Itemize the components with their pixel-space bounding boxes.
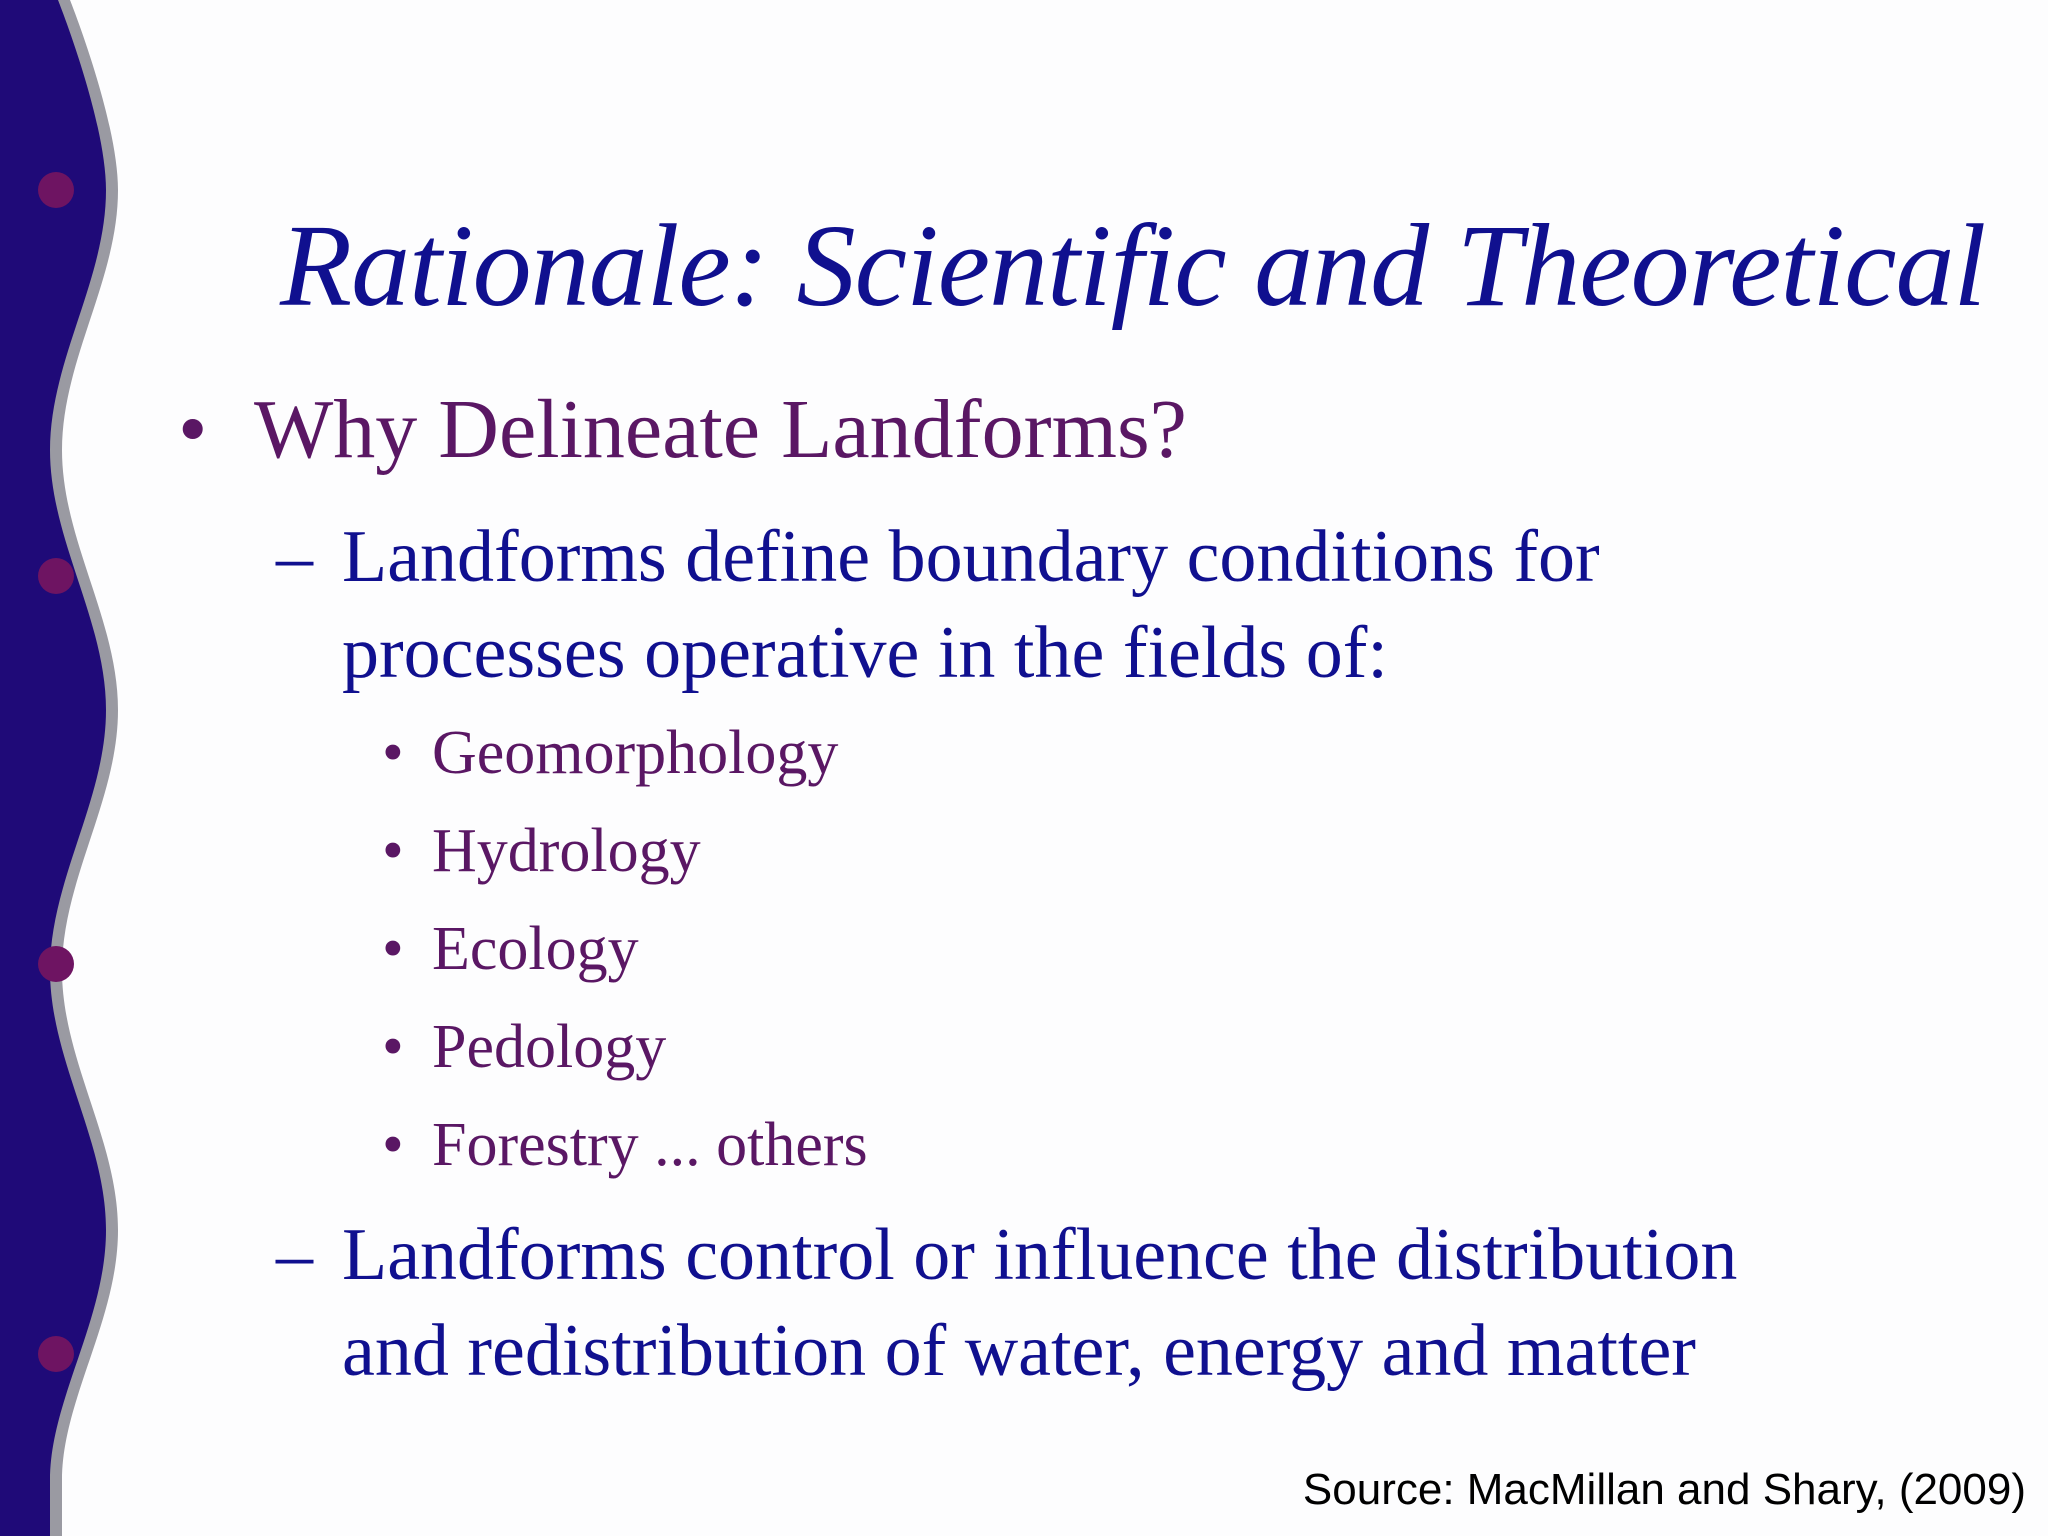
bullet-glyph: • (178, 383, 208, 476)
band-dot-3 (38, 946, 74, 982)
bullet-glyph: • (382, 1111, 404, 1179)
bullet-glyph: • (382, 817, 404, 885)
field-item-text: Pedology (432, 1013, 667, 1081)
sub-bullet-2-line-2: and redistribution of water, energy and matter (342, 1310, 1696, 1392)
sub-bullet-1-line-1: Landforms define boundary conditions for (342, 516, 1600, 598)
bullet-glyph: • (382, 1013, 404, 1081)
field-item-text: Forestry ... others (432, 1111, 868, 1179)
main-bullet-text: Why Delineate Landforms? (254, 383, 1187, 476)
field-item-text: Hydrology (432, 817, 701, 885)
field-item-text: Ecology (432, 915, 639, 983)
slide-title: Rationale: Scientific and Theoretical (280, 200, 1986, 331)
source-citation: Source: MacMillan and Shary, (2009) (1302, 1465, 2026, 1514)
decorative-wavy-band (0, 0, 140, 1536)
sub-bullet-2-line-1: Landforms control or influence the distribution (342, 1214, 1738, 1296)
band-dot-4 (38, 1336, 74, 1372)
band-dot-2 (38, 558, 74, 594)
bullet-glyph: • (382, 915, 404, 983)
sub-bullet-1-line-2: processes operative in the fields of: (342, 612, 1388, 694)
dash-glyph: – (276, 1214, 313, 1296)
field-item-text: Geomorphology (432, 719, 839, 787)
band-dot-1 (38, 172, 74, 208)
wavy-band (0, 0, 106, 1536)
dash-glyph: – (276, 516, 313, 598)
bullet-glyph: • (382, 719, 404, 787)
